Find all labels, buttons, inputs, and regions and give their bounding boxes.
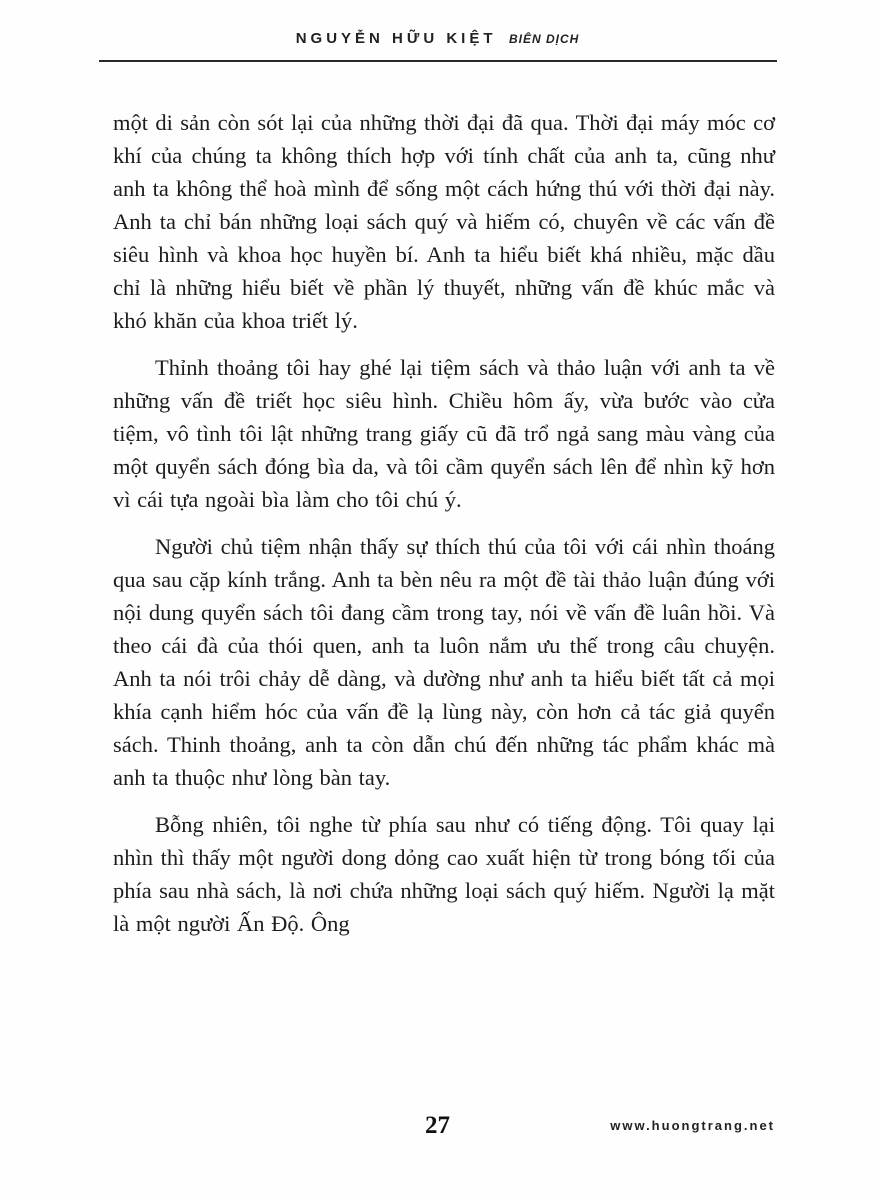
paragraph: Thỉnh thoảng tôi hay ghé lại tiệm sách và thảo luận với anh ta về những vấn đề triết học siêu hình. Chiều hôm ấy, vừa bước vào cửa tiệm, vô tình tôi lật những trang giấy cũ đã trổ ngả sang màu vàng của một quyển sách đóng bìa da, và tôi cầm quyển sách lên để nhìn kỹ hơn vì cái tựa ngoài bìa làm cho tôi chú ý. [113,355,775,512]
paragraph: Bỗng nhiên, tôi nghe từ phía sau như có tiếng động. Tôi quay lại nhìn thì thấy một người dong dỏng cao xuất hiện từ trong bóng tối của phía sau nhà sách, là nơi chứa những loại sách quý hiếm. Người lạ mặt là một người Ấn Độ. Ông [113,812,775,936]
header-divider [99,60,777,62]
translator-name: NGUYỄN HỮU KIỆT [295,30,497,47]
page-header [0,0,875,48]
page-number: 27 [425,1112,450,1139]
paragraph: một di sản còn sót lại của những thời đại đã qua. Thời đại máy móc cơ khí của chúng ta không thích hợp với tính chất của anh ta, cũng như anh ta không thể hoà mình để sống một cách hứng thú với thời đại này. Anh ta chỉ bán những loại sách quý và hiếm có, chuyên về các vấn đề siêu hình và khoa học huyền bí. Anh ta hiểu biết khá nhiều, mặc dầu chỉ là những hiểu biết về phần lý thuyết, những vấn đề khúc mắc và khó khăn của khoa triết lý. [113,110,775,333]
translator-role: BIÊN DỊCH [508,32,580,46]
paragraph: Người chủ tiệm nhận thấy sự thích thú của tôi với cái nhìn thoáng qua sau cặp kính trắng. Anh ta bèn nêu ra một đề tài thảo luận đúng với nội dung quyển sách tôi đang cầm trong tay, nói về vấn đề luân hồi. Và theo cái đà của thói quen, anh ta luôn nắm ưu thế trong câu chuyện. Anh ta nói trôi chảy dễ dàng, và dường như anh ta hiểu biết tất cả mọi khía cạnh hiểm hóc của vấn đề lạ lùng này, còn hơn cả tác giả quyển sách. Thinh thoảng, anh ta còn dẫn chú đến những tác phẩm khác mà anh ta thuộc như lòng bàn tay. [113,534,775,790]
page-footer [0,1112,875,1152]
website-url: www.huongtrang.net [610,1118,775,1133]
page-body [0,106,875,940]
